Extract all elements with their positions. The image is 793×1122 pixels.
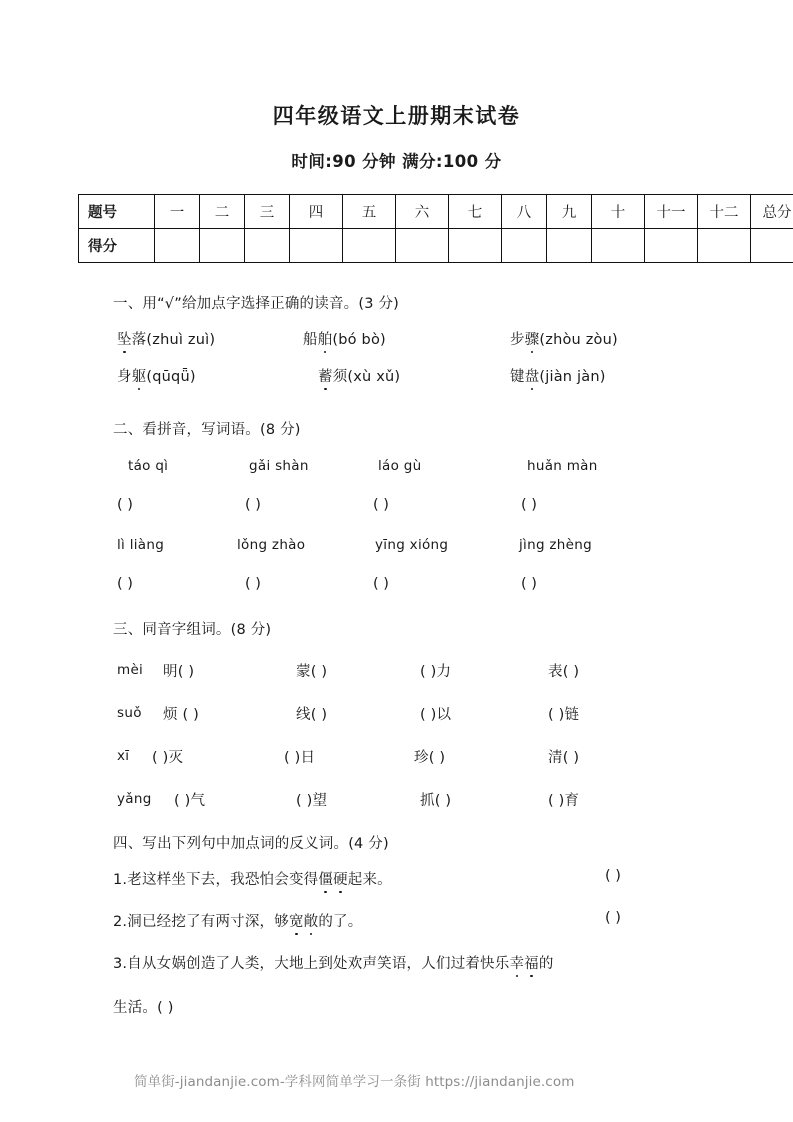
section1-item-5 <box>318 365 400 386</box>
answer-bracket[interactable]: ( ) <box>605 868 621 884</box>
question-number: 3. <box>113 956 128 972</box>
dotted-word-char: 僵 <box>318 868 333 889</box>
section1-item-4 <box>117 365 196 386</box>
dotted-char: 盘 <box>525 365 540 386</box>
score-cell[interactable] <box>200 229 245 263</box>
table-header-cell: 四 <box>290 195 343 229</box>
homophone-blank[interactable]: 珍( ) <box>414 750 446 766</box>
homophone-blank[interactable]: ( )育 <box>548 793 580 809</box>
section1-item-1 <box>117 328 215 349</box>
reading-options[interactable]: (xù xǔ) <box>347 369 401 385</box>
dotted-char: 骤 <box>525 328 540 349</box>
homophone-blank[interactable]: 蒙( ) <box>296 664 328 680</box>
score-table <box>78 194 793 263</box>
homophone-blank[interactable]: ( )日 <box>284 750 316 766</box>
table-header-cell: 三 <box>245 195 290 229</box>
score-cell-total[interactable] <box>751 229 793 263</box>
table-header-cell: 十二 <box>698 195 751 229</box>
answer-bracket[interactable]: ( ) <box>373 576 389 592</box>
question-text: 洞已经挖了有两寸深，够 <box>127 914 289 930</box>
reading-options[interactable]: (zhòu zòu) <box>539 332 618 348</box>
dotted-word-char: 硬 <box>333 868 348 889</box>
score-cell[interactable] <box>592 229 645 263</box>
plain-char: 落 <box>131 332 147 348</box>
answer-bracket[interactable]: ( ) <box>521 576 537 592</box>
homophone-blank[interactable]: 抓( ) <box>420 793 452 809</box>
answer-bracket[interactable]: ( ) <box>117 576 133 592</box>
pinyin-prompt: lì liàng <box>117 537 165 553</box>
table-header-cell: 二 <box>200 195 245 229</box>
score-cell[interactable] <box>502 229 547 263</box>
homophone-blank[interactable]: ( )灭 <box>152 750 184 766</box>
homophone-pinyin: suǒ <box>117 705 142 721</box>
section-heading-2: 二、看拼音，写词语。(8 分) <box>113 422 301 438</box>
table-row-question-numbers <box>79 195 793 229</box>
table-header-cell-total: 总分 <box>751 195 793 229</box>
table-header-cell: 五 <box>343 195 396 229</box>
table-header-cell: 十 <box>592 195 645 229</box>
table-header-cell: 一 <box>155 195 200 229</box>
plain-char-key: 键 <box>510 369 525 385</box>
section1-item-2 <box>303 328 386 349</box>
dotted-word-char: 宽 <box>289 910 304 931</box>
question-text-tail: 的 <box>538 956 554 972</box>
page-subtitle: 时间:90 分钟 满分:100 分 <box>291 152 502 171</box>
homophone-blank[interactable]: 烦 ( ) <box>163 707 200 723</box>
plain-char: 船 <box>303 332 318 348</box>
answer-bracket[interactable]: ( ) <box>605 910 621 926</box>
pinyin-prompt: huǎn màn <box>527 458 598 474</box>
homophone-blank[interactable]: 清( ) <box>548 750 580 766</box>
section-heading-3: 三、同音字组词。(8 分) <box>113 622 272 638</box>
score-cell[interactable] <box>155 229 200 263</box>
reading-options[interactable]: (zhuì zuì) <box>146 332 216 348</box>
score-cell[interactable] <box>396 229 449 263</box>
answer-bracket[interactable]: ( ) <box>245 497 261 513</box>
question-text-continued: 生活。 <box>113 1000 158 1016</box>
homophone-blank[interactable]: ( )力 <box>420 664 452 680</box>
row-label-question-number: 题号 <box>79 195 155 229</box>
pinyin-prompt: táo qì <box>128 458 169 474</box>
question-text-tail: 的了。 <box>318 914 363 930</box>
plain-char: 须 <box>332 369 348 385</box>
section1-item-6 <box>510 365 606 386</box>
reading-options[interactable]: (bó bò) <box>332 332 386 348</box>
score-cell[interactable] <box>343 229 396 263</box>
dotted-word-char: 敞 <box>304 910 319 931</box>
answer-bracket[interactable]: ( ) <box>245 576 261 592</box>
homophone-blank[interactable]: ( )以 <box>420 707 452 723</box>
section4-question-2 <box>113 910 362 931</box>
question-number: 1. <box>113 872 128 888</box>
section-heading-4: 四、写出下列句中加点词的反义词。(4 分) <box>113 836 389 852</box>
homophone-blank[interactable]: 线( ) <box>296 707 328 723</box>
footer-watermark: 简单街-jiandanjie.com-学科网简单学习一条街 https://jiandanjie.com <box>134 1074 575 1090</box>
answer-bracket[interactable]: ( ) <box>157 1000 174 1016</box>
table-header-cell: 十一 <box>645 195 698 229</box>
dotted-char: 蓄 <box>318 365 333 386</box>
dotted-word-char: 福 <box>524 952 539 973</box>
homophone-pinyin: yǎng <box>117 791 152 807</box>
answer-bracket[interactable]: ( ) <box>373 497 389 513</box>
table-header-cell: 七 <box>449 195 502 229</box>
section4-question-3-line2 <box>113 996 174 1017</box>
pinyin-prompt: gǎi shàn <box>249 458 309 474</box>
section4-question-1 <box>113 868 392 889</box>
question-text: 老这样坐下去，我恐怕会变得 <box>127 872 319 888</box>
score-cell[interactable] <box>449 229 502 263</box>
score-cell[interactable] <box>698 229 751 263</box>
score-cell[interactable] <box>645 229 698 263</box>
question-number: 2. <box>113 914 128 930</box>
plain-char: 步 <box>510 332 525 348</box>
dotted-word-char: 幸 <box>509 952 524 973</box>
homophone-pinyin: mèi <box>117 662 144 678</box>
homophone-blank[interactable]: 明( ) <box>163 664 195 680</box>
dotted-char: 坠 <box>117 328 132 349</box>
score-cell[interactable] <box>290 229 343 263</box>
row-label-score: 得分 <box>79 229 155 263</box>
homophone-blank[interactable]: ( )链 <box>548 707 580 723</box>
question-text: 自从女娲创造了人类，大地上到处欢声笑语，人们过着快乐 <box>127 956 510 972</box>
score-cell[interactable] <box>547 229 592 263</box>
homophone-blank[interactable]: ( )气 <box>174 793 206 809</box>
reading-options[interactable]: (jiàn jàn) <box>539 369 606 385</box>
section4-question-3 <box>113 952 554 973</box>
dotted-char: 躯 <box>132 365 147 386</box>
pinyin-prompt: láo gù <box>378 458 422 474</box>
table-row-scores <box>79 229 793 263</box>
answer-bracket[interactable]: ( ) <box>117 497 133 513</box>
homophone-blank[interactable]: 表( ) <box>548 664 580 680</box>
table-header-cell: 八 <box>502 195 547 229</box>
table-header-cell: 六 <box>396 195 449 229</box>
homophone-blank[interactable]: ( )望 <box>296 793 328 809</box>
score-cell[interactable] <box>245 229 290 263</box>
answer-bracket[interactable]: ( ) <box>521 497 537 513</box>
reading-options[interactable]: (qūqǖ) <box>146 369 196 385</box>
table-header-cell: 九 <box>547 195 592 229</box>
pinyin-prompt: yīng xióng <box>375 537 449 553</box>
page-title: 四年级语文上册期末试卷 <box>272 104 521 128</box>
section-heading-1: 一、用“√”给加点字选择正确的读音。(3 分) <box>113 296 400 312</box>
question-text-tail: 起来。 <box>347 872 392 888</box>
homophone-pinyin: xī <box>117 748 130 764</box>
section1-item-3 <box>510 328 618 349</box>
pinyin-prompt: lǒng zhào <box>237 537 306 553</box>
pinyin-prompt: jìng zhèng <box>519 537 592 553</box>
plain-char: 身 <box>117 369 132 385</box>
dotted-char: 舶 <box>318 328 333 349</box>
